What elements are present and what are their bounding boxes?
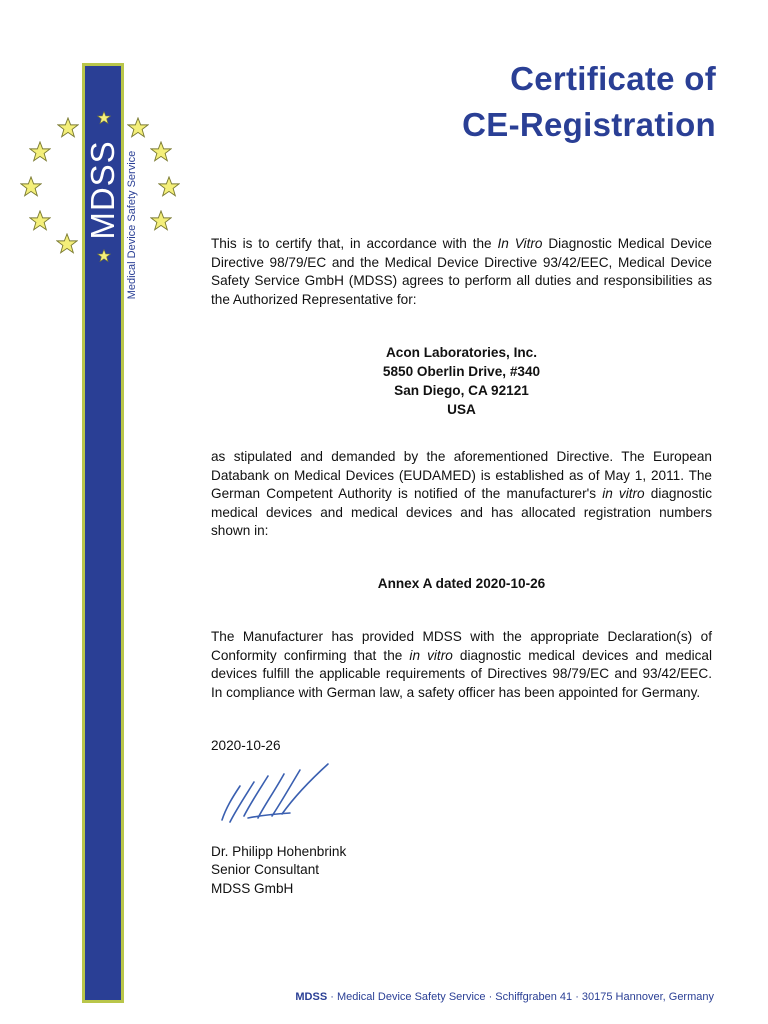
page-title [462,56,716,148]
logo-wordmark [86,110,120,270]
address-company: Acon Laboratories, Inc. [385,345,538,360]
stipulation-text-1: as stipulated and demanded by the aforementioned Directive. The European Databank on Medical Devices (EUDAMED) is established as of May 1, 2011. The German Competent Authority is notified of the manufacturer's [211,449,712,502]
intro-text-1: This is to certify that, in accordance with the [211,236,498,251]
issue-date: 2020-10-26 [211,738,281,753]
signer-org: MDSS GmbH [211,880,294,896]
star-icon [20,176,42,198]
intro-italic: In Vitro [497,236,543,251]
conformity-text-2: diagnostic medical devices and medical devices fulfill the applicable requirements of Directives 98/79/EC and 93/42/EEC. In compliance with German law, a safety officer has been appointed for Germany. [211,647,712,700]
title-line-1: Certificate of [510,60,716,97]
signature [218,758,358,828]
star-icon [57,117,79,139]
star-icon [29,210,51,232]
manufacturer-address [211,343,712,419]
logo-tagline [124,140,140,310]
conformity-paragraph [211,628,712,702]
star-icon [158,176,180,198]
star-icon [150,210,172,232]
stipulation-paragraph [211,448,712,541]
intro-paragraph [211,235,712,309]
logo-tagline-text: Medical Device Safety Service [126,150,138,300]
star-icon [97,111,111,125]
signer-role: Senior Consultant [211,862,320,878]
star-icon [29,141,51,163]
annex-line: Annex A dated 2020-10-26 [377,576,546,591]
star-icon [127,117,149,139]
title-line-2: CE-Registration [462,106,716,143]
address-country: USA [447,402,476,417]
signer-name: Dr. Philipp Hohenbrink [211,844,347,859]
signer-block [211,843,712,898]
address-city: San Diego, CA 92121 [394,383,529,398]
star-icon [150,141,172,163]
star-icon [56,233,78,255]
stipulation-text-2: diagnostic medical devices and medical devices and has allocated registration numbers shown in: [211,486,713,539]
footer [295,991,714,1003]
conformity-text-1: The Manufacturer has provided MDSS with the appropriate Declaration(s) of Conformity confirming that the [211,629,712,663]
logo-wordmark-text: MDSS [84,140,121,240]
star-icon [97,249,111,263]
footer-address: · Medical Device Safety Service · Schiffgraben 41 · 30175 Hannover, Germany [327,991,714,1003]
conformity-italic: in vitro [409,647,453,663]
intro-text-2: Diagnostic Medical Device Directive 98/79/EC and the Medical Device Directive 93/42/EEC, Medical Device Safety Service GmbH (MDSS) agrees to perform all duties and responsibilities as the Authorized Representative for: [211,236,712,307]
stipulation-italic: in vitro [602,486,645,502]
address-street: 5850 Oberlin Drive, #340 [382,364,541,379]
footer-brand: MDSS [295,991,328,1003]
